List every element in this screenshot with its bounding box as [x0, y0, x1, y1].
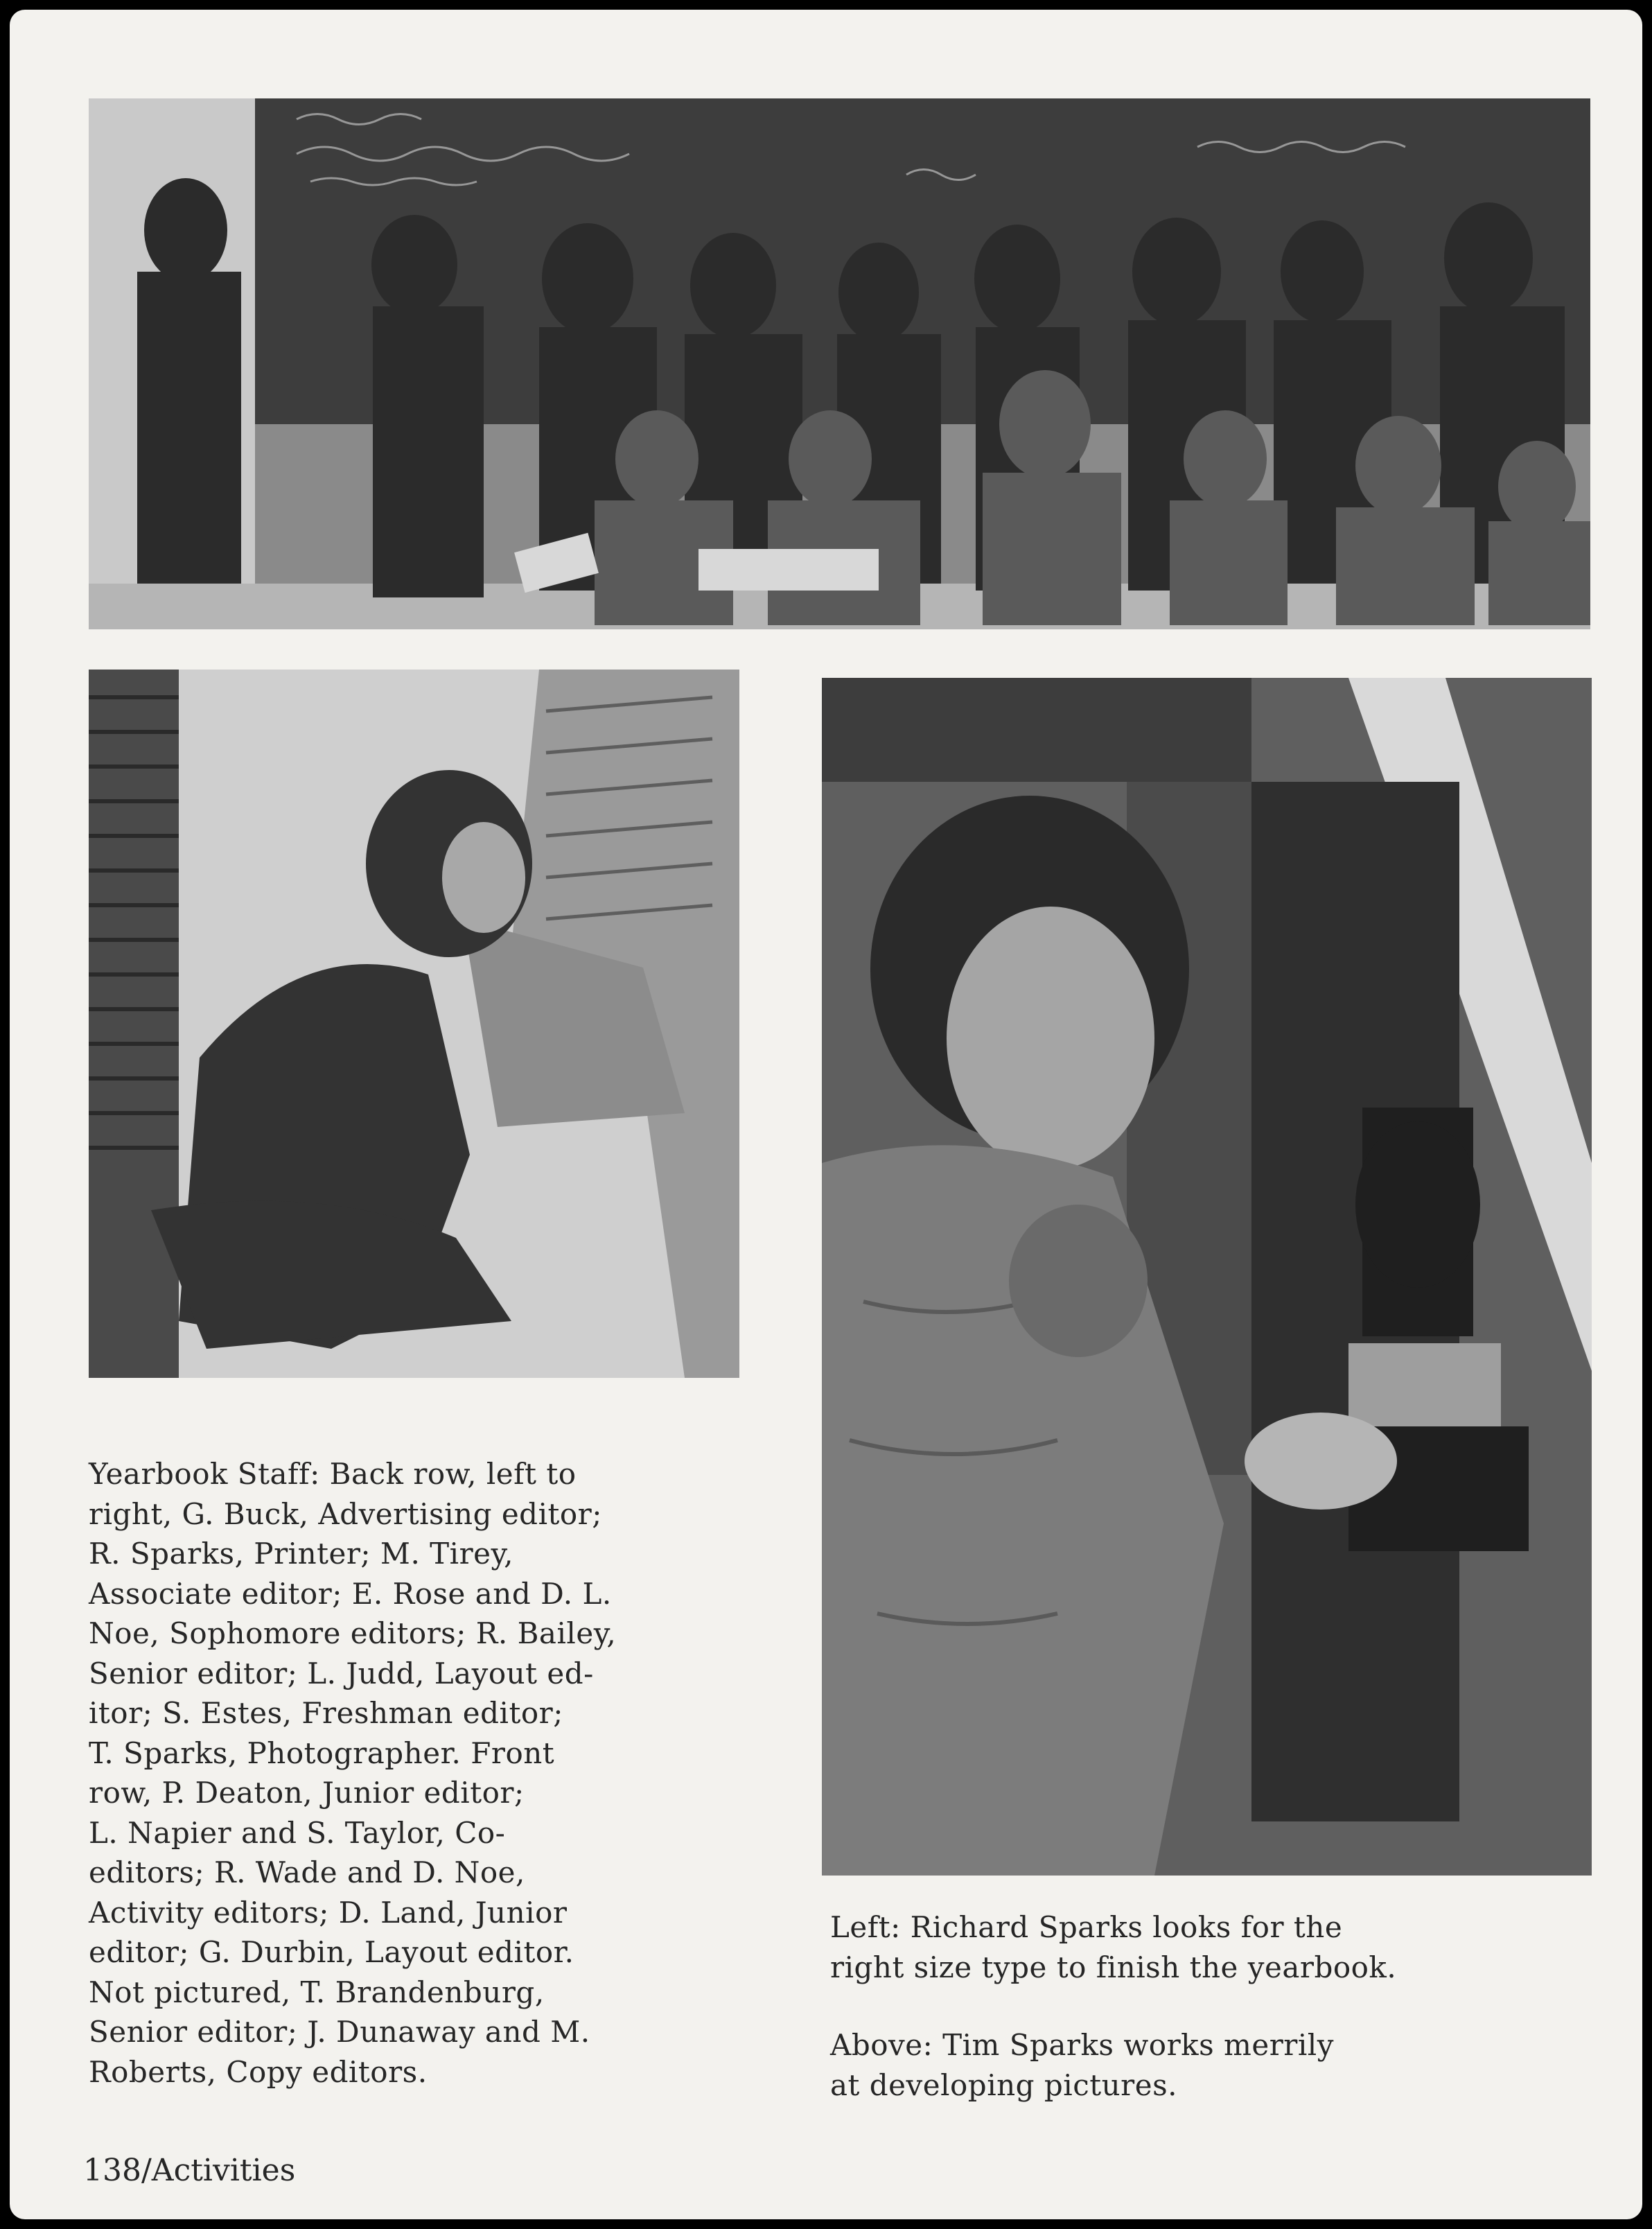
yearbook-page [10, 10, 1642, 2219]
staff-group-photo [89, 98, 1590, 629]
staff-caption: Yearbook Staff: Back row, left to right, G. Buck, Advertising editor; R. Sparks, Printer; M. Tirey, Associate editor; E. Rose and D. L. Noe, Sophomore editors; R. Bailey, Senior editor; L. Judd, Layout ed- itor; S. Estes, Freshman editor; T. Sparks, Photographer. Front row, P. Deaton, Junior editor; L. Napier and S. Taylor, Co- editors; R. Wade and D. Noe, Activity editors; D. Land, Junior editor; G. Durbin, Layout editor. Not pictured, T. Brandenburg, Senior editor; J. Dunaway and M. Roberts, Copy editors. [89, 1457, 617, 2089]
type-case-photo [89, 670, 739, 1378]
above-photo-caption: Above: Tim Sparks works merrily at developing pictures. [830, 2028, 1334, 2102]
page-folio: 138/Activities [83, 2153, 296, 2188]
left-photo-caption: Left: Richard Sparks looks for the right size type to finish the yearbook. [830, 1910, 1397, 1984]
developing-photo [822, 678, 1592, 1876]
